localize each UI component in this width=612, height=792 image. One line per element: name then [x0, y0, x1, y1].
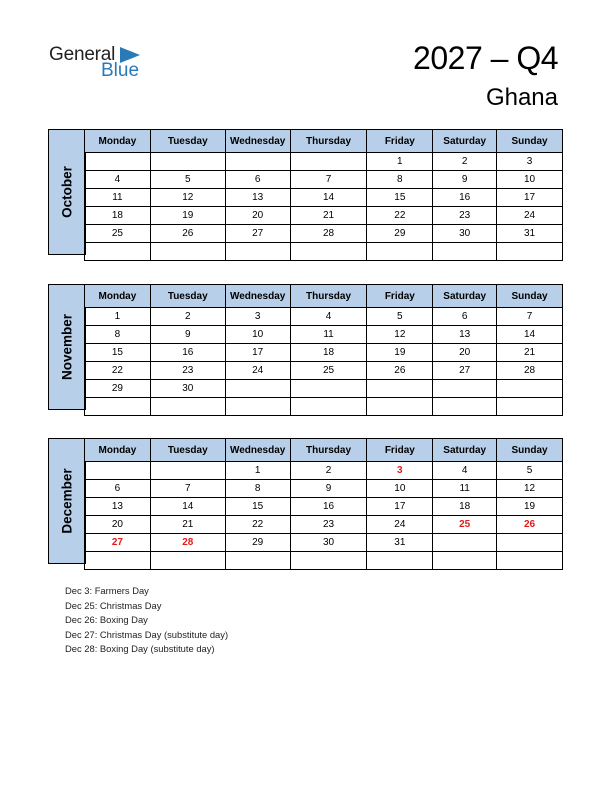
week-row [85, 462, 563, 480]
day-cell: 16 [433, 189, 497, 207]
week-row [85, 171, 563, 189]
day-cell: 4 [85, 171, 151, 189]
day-cell: 16 [290, 498, 367, 516]
empty-day-cell [433, 380, 497, 398]
weekday-header: Friday [367, 130, 433, 153]
day-cell: 18 [290, 344, 367, 362]
weekday-header: Sunday [497, 130, 563, 153]
weekday-header: Sunday [497, 285, 563, 308]
day-cell: 23 [290, 516, 367, 534]
day-cell: 17 [497, 189, 563, 207]
empty-day-cell [150, 462, 225, 480]
day-cell: 31 [497, 225, 563, 243]
empty-day-cell [225, 398, 290, 416]
week-row [85, 498, 563, 516]
day-cell: 24 [225, 362, 290, 380]
month-name: October [59, 166, 75, 218]
empty-day-cell [225, 552, 290, 570]
week-row [85, 480, 563, 498]
day-cell: 7 [290, 171, 367, 189]
day-cell: 20 [225, 207, 290, 225]
week-row [85, 534, 563, 552]
empty-day-cell [367, 398, 433, 416]
day-cell: 25 [85, 225, 151, 243]
day-cell: 13 [433, 326, 497, 344]
month-block-november [48, 284, 563, 410]
weekday-header: Tuesday [150, 285, 225, 308]
day-cell: 28 [290, 225, 367, 243]
day-cell: 25 [433, 516, 497, 534]
day-cell: 19 [150, 207, 225, 225]
day-cell: 27 [225, 225, 290, 243]
country-name: Ghana [485, 84, 558, 111]
empty-day-cell [433, 534, 497, 552]
day-cell: 2 [150, 308, 225, 326]
weekday-header: Saturday [433, 285, 497, 308]
holiday-note: Dec 25: Christmas Day [65, 599, 162, 611]
day-cell: 6 [433, 308, 497, 326]
holiday-note: Dec 28: Boxing Day (substitute day) [65, 643, 215, 654]
day-cell: 10 [497, 171, 563, 189]
day-cell: 26 [497, 516, 563, 534]
weekday-header: Friday [367, 439, 433, 462]
empty-day-cell [85, 153, 151, 171]
week-row [85, 516, 563, 534]
day-cell: 8 [367, 171, 433, 189]
empty-day-cell [433, 398, 497, 416]
day-cell: 17 [225, 344, 290, 362]
empty-day-cell [497, 398, 563, 416]
day-cell: 18 [433, 498, 497, 516]
day-cell: 22 [225, 516, 290, 534]
day-cell: 7 [150, 480, 225, 498]
day-cell: 4 [433, 462, 497, 480]
weekday-header: Wednesday [225, 439, 290, 462]
day-cell: 3 [367, 462, 433, 480]
day-cell: 6 [225, 171, 290, 189]
day-cell: 20 [85, 516, 151, 534]
day-cell: 6 [85, 480, 151, 498]
day-cell: 26 [367, 362, 433, 380]
empty-day-cell [85, 462, 151, 480]
holiday-note: Dec 26: Boxing Day [65, 614, 148, 625]
week-row [85, 243, 563, 261]
day-cell: 29 [85, 380, 151, 398]
day-cell: 31 [367, 534, 433, 552]
day-cell: 5 [367, 308, 433, 326]
week-row [85, 398, 563, 416]
week-row [85, 380, 563, 398]
day-cell: 18 [85, 207, 151, 225]
weekday-header: Tuesday [150, 130, 225, 153]
weekday-header: Thursday [290, 130, 367, 153]
week-row [85, 326, 563, 344]
day-cell: 11 [290, 326, 367, 344]
day-cell: 16 [150, 344, 225, 362]
day-cell: 14 [150, 498, 225, 516]
day-cell: 3 [225, 308, 290, 326]
day-cell: 12 [150, 189, 225, 207]
day-cell: 30 [290, 534, 367, 552]
empty-day-cell [367, 380, 433, 398]
weekday-header: Saturday [433, 130, 497, 153]
brand-logo [49, 44, 149, 84]
day-cell: 2 [290, 462, 367, 480]
holiday-notes [65, 584, 228, 657]
empty-day-cell [290, 380, 367, 398]
weekday-header: Thursday [290, 285, 367, 308]
day-cell: 15 [85, 344, 151, 362]
day-cell: 10 [367, 480, 433, 498]
day-cell: 19 [497, 498, 563, 516]
day-cell: 9 [290, 480, 367, 498]
empty-day-cell [85, 398, 151, 416]
day-cell: 21 [290, 207, 367, 225]
empty-day-cell [290, 398, 367, 416]
day-cell: 29 [225, 534, 290, 552]
day-cell: 1 [225, 462, 290, 480]
day-cell: 15 [367, 189, 433, 207]
day-cell: 27 [433, 362, 497, 380]
weekday-header: Wednesday [225, 285, 290, 308]
day-cell: 5 [497, 462, 563, 480]
day-cell: 2 [433, 153, 497, 171]
day-cell: 11 [85, 189, 151, 207]
day-cell: 12 [497, 480, 563, 498]
weekday-header: Monday [85, 285, 151, 308]
week-row [85, 362, 563, 380]
week-row [85, 207, 563, 225]
holiday-note: Dec 27: Christmas Day (substitute day) [65, 628, 229, 640]
weekday-header: Friday [367, 285, 433, 308]
day-cell: 30 [150, 380, 225, 398]
weekday-header: Sunday [497, 439, 563, 462]
day-cell: 13 [85, 498, 151, 516]
day-cell: 17 [367, 498, 433, 516]
day-cell: 30 [433, 225, 497, 243]
month-name: December [59, 468, 75, 534]
day-cell: 5 [150, 171, 225, 189]
weekday-header: Monday [85, 439, 151, 462]
empty-day-cell [290, 243, 367, 261]
day-cell: 15 [225, 498, 290, 516]
day-cell: 21 [150, 516, 225, 534]
logo-general-text: General [49, 44, 116, 65]
day-cell: 22 [85, 362, 151, 380]
holiday-note: Dec 3: Farmers Day [65, 585, 149, 596]
month-table [84, 284, 563, 416]
empty-day-cell [497, 534, 563, 552]
day-cell: 28 [497, 362, 563, 380]
month-table [84, 129, 563, 261]
month-name: November [59, 313, 75, 381]
day-cell: 24 [497, 207, 563, 225]
day-cell: 26 [150, 225, 225, 243]
week-row [85, 344, 563, 362]
empty-day-cell [497, 380, 563, 398]
day-cell: 3 [497, 153, 563, 171]
day-cell: 14 [290, 189, 367, 207]
day-cell: 8 [85, 326, 151, 344]
empty-day-cell [150, 243, 225, 261]
day-cell: 12 [367, 326, 433, 344]
month-block-december [48, 438, 563, 564]
day-cell: 21 [497, 344, 563, 362]
empty-day-cell [290, 153, 367, 171]
empty-day-cell [225, 153, 290, 171]
day-cell: 8 [225, 480, 290, 498]
day-cell: 27 [85, 534, 151, 552]
day-cell: 14 [497, 326, 563, 344]
day-cell: 19 [367, 344, 433, 362]
week-row [85, 552, 563, 570]
day-cell: 10 [225, 326, 290, 344]
day-cell: 11 [433, 480, 497, 498]
month-label-cell [48, 438, 86, 564]
day-cell: 7 [497, 308, 563, 326]
day-cell: 9 [150, 326, 225, 344]
empty-day-cell [225, 380, 290, 398]
logo-blue-text: Blue [101, 60, 140, 81]
day-cell: 22 [367, 207, 433, 225]
empty-day-cell [497, 552, 563, 570]
page-title: 2027 – Q4 [413, 40, 558, 76]
weekday-header: Saturday [433, 439, 497, 462]
day-cell: 9 [433, 171, 497, 189]
day-cell: 28 [150, 534, 225, 552]
day-cell: 4 [290, 308, 367, 326]
empty-day-cell [150, 153, 225, 171]
empty-day-cell [433, 552, 497, 570]
day-cell: 1 [85, 308, 151, 326]
empty-day-cell [225, 243, 290, 261]
week-row [85, 189, 563, 207]
empty-day-cell [290, 552, 367, 570]
empty-day-cell [497, 243, 563, 261]
day-cell: 24 [367, 516, 433, 534]
week-row [85, 153, 563, 171]
empty-day-cell [367, 552, 433, 570]
month-table [84, 438, 563, 570]
empty-day-cell [433, 243, 497, 261]
day-cell: 23 [150, 362, 225, 380]
weekday-header: Tuesday [150, 439, 225, 462]
day-cell: 23 [433, 207, 497, 225]
week-row [85, 308, 563, 326]
empty-day-cell [367, 243, 433, 261]
day-cell: 25 [290, 362, 367, 380]
day-cell: 1 [367, 153, 433, 171]
month-label-cell [48, 129, 86, 255]
day-cell: 29 [367, 225, 433, 243]
empty-day-cell [150, 552, 225, 570]
weekday-header: Wednesday [225, 130, 290, 153]
empty-day-cell [85, 552, 151, 570]
weekday-header: Thursday [290, 439, 367, 462]
empty-day-cell [150, 398, 225, 416]
day-cell: 20 [433, 344, 497, 362]
month-label-cell [48, 284, 86, 410]
week-row [85, 225, 563, 243]
empty-day-cell [85, 243, 151, 261]
day-cell: 13 [225, 189, 290, 207]
weekday-header: Monday [85, 130, 151, 153]
month-block-october [48, 129, 563, 255]
